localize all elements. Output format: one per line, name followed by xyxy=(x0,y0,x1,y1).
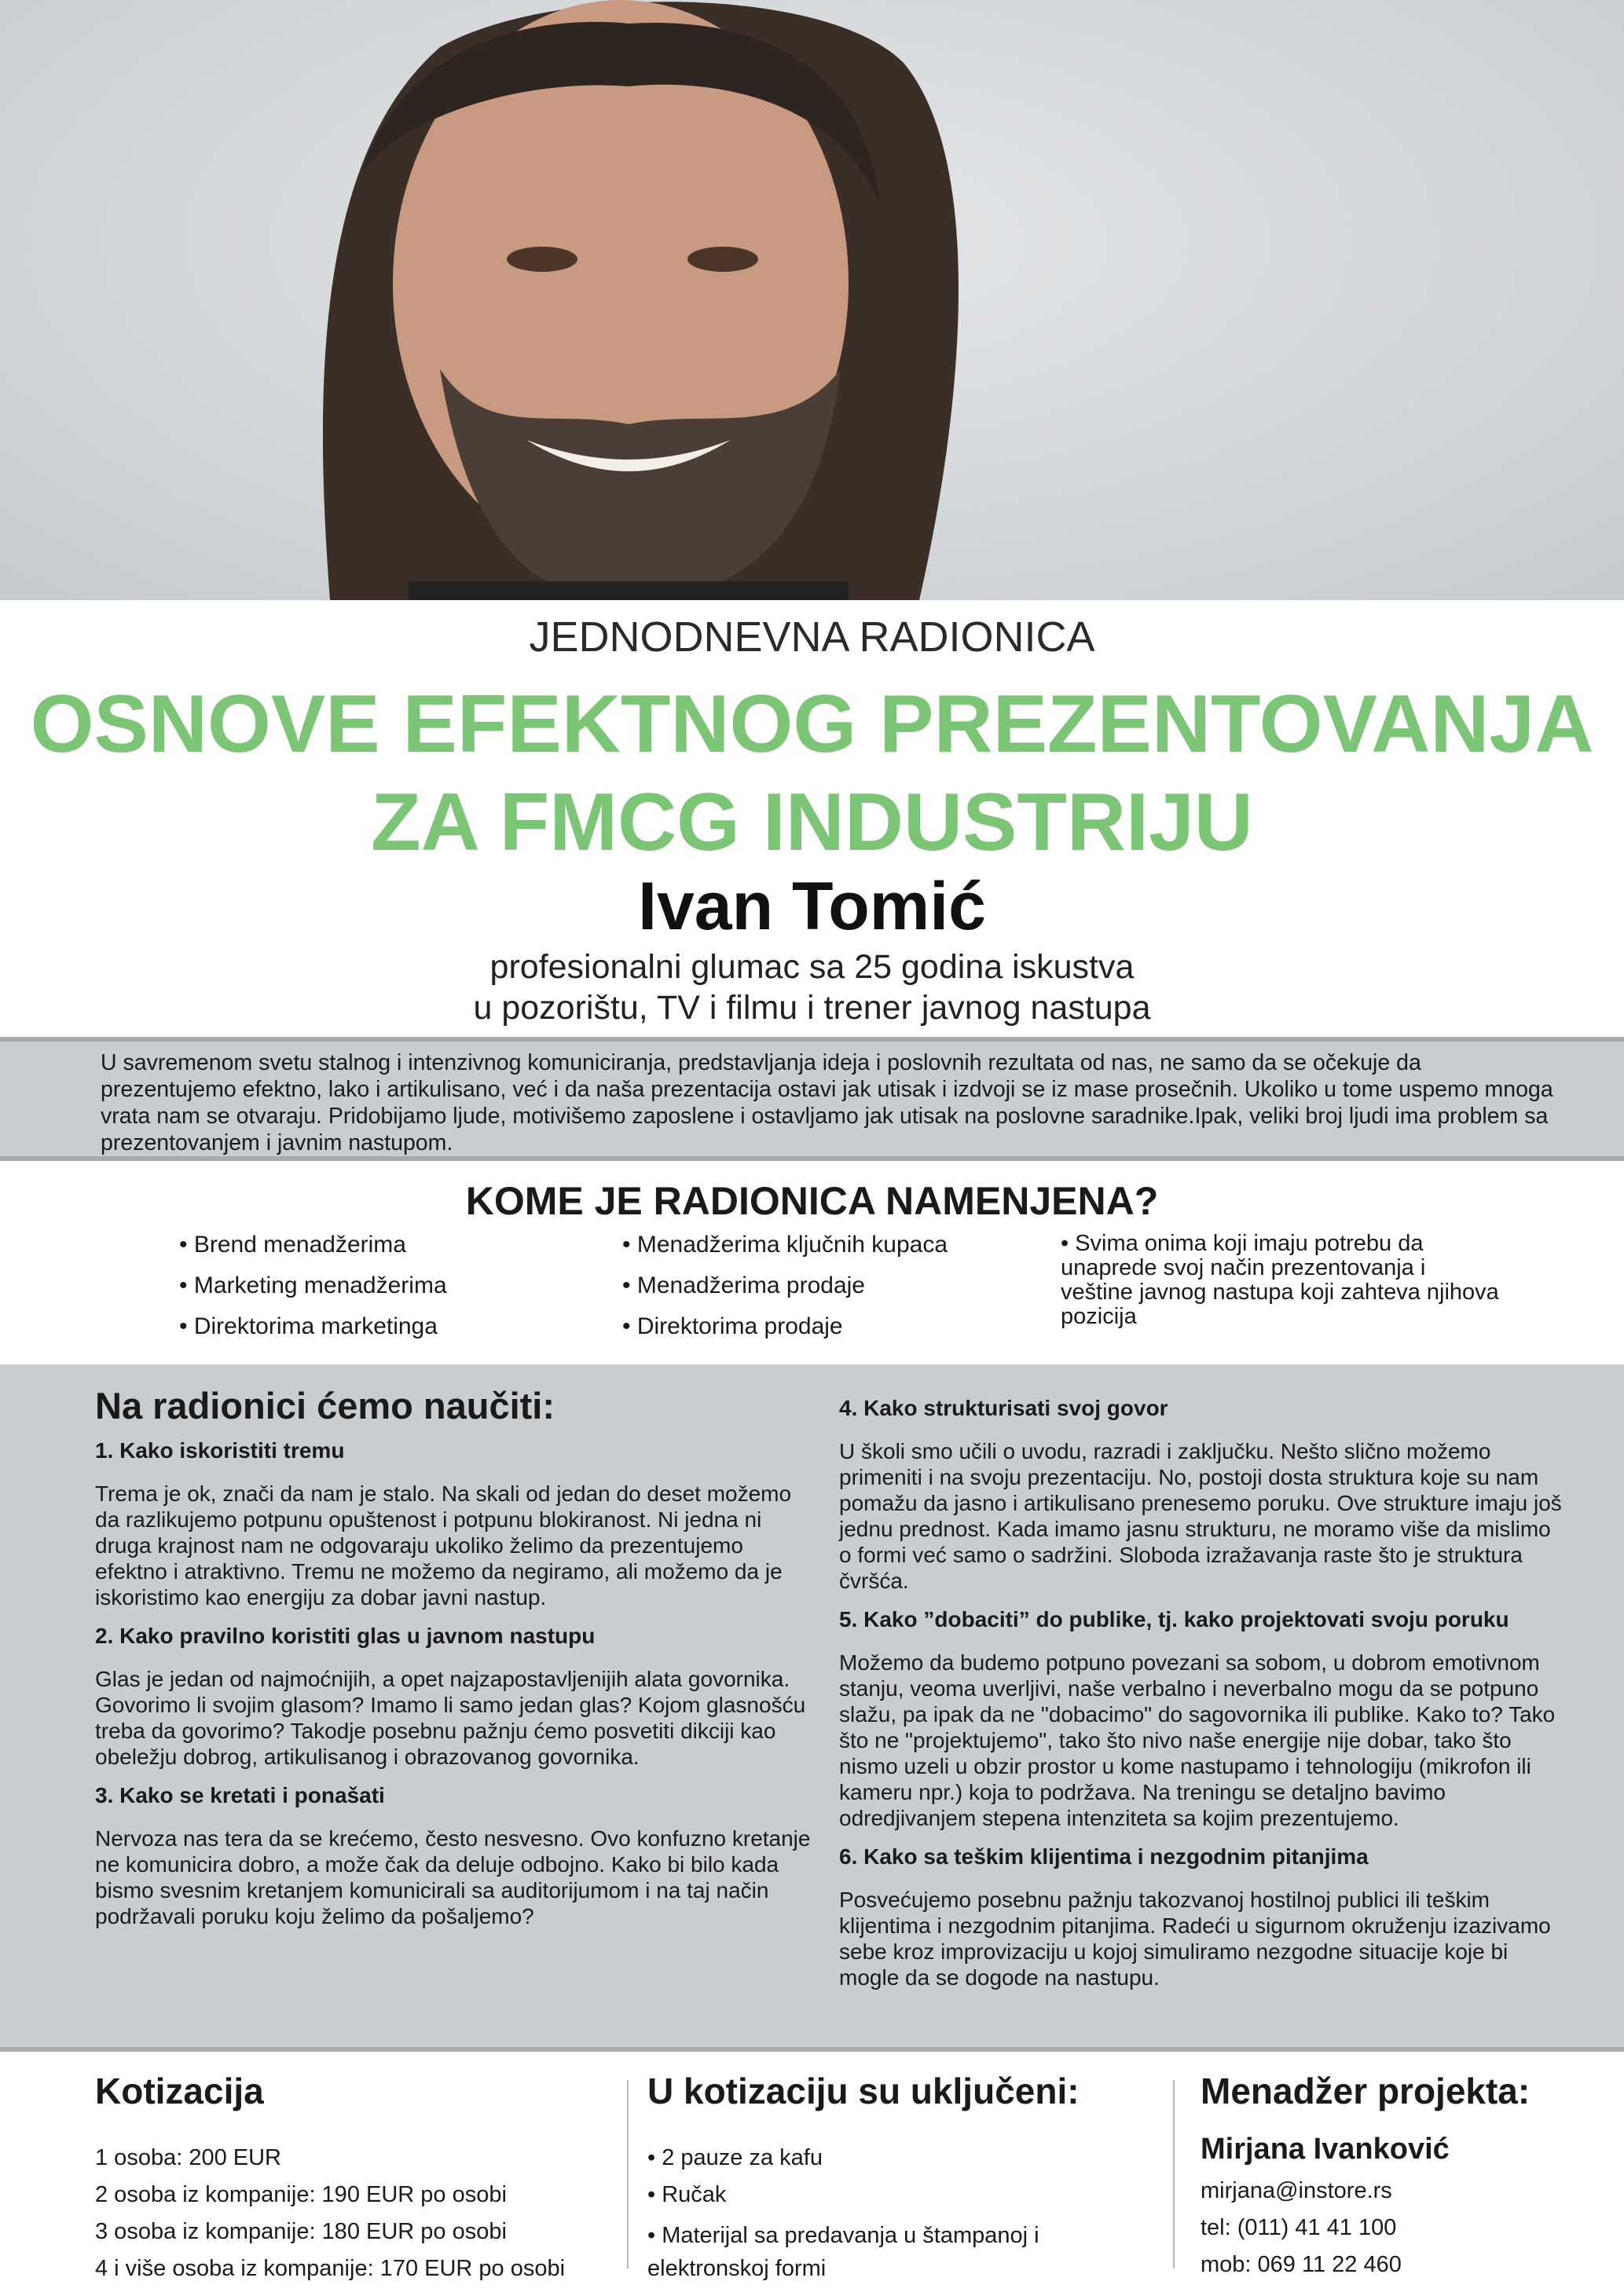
item-text: Možemo da budemo potpuno povezani sa sobom, u dobrom emotivnom stanju, veoma uverljivi, naše verbalno i neverbalno mogu da se potpuno slažu, pa ipak da ne "dobacimo" do sagovornika ili publike. Kako to? Tako što ne "projektujemo", tako što nivo naše energije nije dobar, tako što nismo uzeli u obzir prostor u kome nastupamo i tehnologiju (mikrofon ili kameru npr.) koja to podržava. Na treningu se detaljno bavimo odredjivanjem stepena intenziteta sa kojim prezentujemo. xyxy=(839,1650,1556,1830)
manager-email[interactable]: mirjana@instore.rs xyxy=(1201,2178,1392,2203)
list-item: • Brend menadžerima xyxy=(179,1232,406,1258)
item-text: Glas je jedan od najmoćnijih, a opet najzapostavljenijih alata govornika. Govorimo li svojim glasom? Imamo li samo jedan glas? Kojom glasnošću treba da govorimo? Takodje posebnu pažnju ćemo posvetiti dikciji kao obeležju dobrog, artikulisanog i obrazovanog govornika. xyxy=(95,1667,806,1769)
intro-text: U savremenom svetu stalnog i intenzivnog komuniciranja, predstavljanja ideja i poslovnih rezultata od nas, ne samo da se očekuje da prezentujemo efektno, lako i artikulisano, već i da naša prezentacija ostavi jak utisak i izdvoji se iz mase prosečnih. Ukoliko u tome uspemo mnoga vrata nam se otvaraju. Pridobijamo ljude, motivišemo zaposlene i ostavljamo jak utisak na poslovne saradnike.Ipak, veliki broj ljudi ima problem sa prezentovanjem i javnim nastupom. xyxy=(101,1050,1553,1155)
manager-section xyxy=(1201,2070,1530,2289)
audience-col-3: • Svima onima koji imaju potrebu da unaprede svoj način prezentovanja i veštine javnog nastupa koji zahteva njihova pozicija xyxy=(1061,1231,1499,1329)
learn-title: Na radionici ćemo naučiti: xyxy=(95,1385,555,1426)
item-text: Nervoza nas tera da se krećemo, često nesvesno. Ovo konfuzno kretanje ne komunicira dobro, a može čak da deluje odbojno. Kako bi bilo kada bismo svesnim kretanjem komunicirali sa auditorijumom i na taj način podržavali poruku koju želimo da pošaljemo? xyxy=(95,1826,811,1928)
included-section xyxy=(647,2070,1150,2285)
item-heading: 2. Kako pravilno koristiti glas u javnom nastupu xyxy=(95,1624,596,1648)
item-text: Trema je ok, znači da nam je stalo. Na skali od jedan do deset možemo da razlikujemo potpunu opuštenost i potpunu blokiranost. Ni jedna ni druga krajnost nam ne odgovaraju ukoliko želimo da prezentujemo efektno i atraktivno. Tremu ne možemo da negiramo, ali možemo da je iskoristimo kao energiju za dobar javni nastup. xyxy=(95,1481,792,1609)
divider xyxy=(627,2080,629,2269)
kicker: JEDNODNEVNA RADIONICA xyxy=(529,613,1095,661)
item-heading: 3. Kako se kretati i ponašati xyxy=(95,1783,385,1807)
speaker-subtitle xyxy=(0,947,1624,1028)
divider xyxy=(1173,2080,1175,2269)
item-heading: 5. Kako ”dobaciti” do publike, tj. kako projektovati svoju poruku xyxy=(839,1607,1509,1631)
learn-col-left xyxy=(95,1382,818,1942)
audience-col-2 xyxy=(622,1232,948,1354)
list-item: • Direktorima prodaje xyxy=(622,1313,843,1339)
list-item: • Menadžerima ključnih kupaca xyxy=(622,1232,948,1258)
item-heading: 1. Kako iskoristiti tremu xyxy=(95,1438,345,1463)
audience-col-1 xyxy=(179,1232,447,1354)
included-title: U kotizaciju su uključeni: xyxy=(647,2071,1080,2111)
included-item: • Materijal sa predavanja u štampanoj i elektronskoj formi xyxy=(647,2223,1039,2281)
item-heading: 4. Kako strukturisati svoj govor xyxy=(839,1396,1168,1420)
speaker-photo xyxy=(0,0,1624,600)
intro-band xyxy=(0,1037,1624,1161)
subtitle-line-1: profesionalni glumac sa 25 godina iskustva xyxy=(489,948,1135,986)
fee-item: 3 osoba iz kompanije: 180 EUR po osobi xyxy=(95,2219,507,2244)
list-item: • Marketing menadžerima xyxy=(179,1273,447,1298)
title-line-1: OSNOVE EFEKTNOG PREZENTOVANJA xyxy=(30,679,1594,770)
fee-item: 4 i više osoba iz kompanije: 170 EUR po osobi xyxy=(95,2256,566,2281)
title-line-2: ZA FMCG INDUSTRIJU xyxy=(371,777,1253,868)
list-item: • Menadžerima prodaje xyxy=(622,1273,865,1298)
item-text: U školi smo učili o uvodu, razradi i zaključku. Nešto slično možemo primeniti i na svoju prezentaciju. No, postoji dosta struktura koje su nam pomažu da jasno i artikulisano prenesemo poruku. Ove strukture imaju još jednu prednost. Kada imamo jasnu strukturu, ne moramo više da mislimo o formi već samo o sadržini. Sloboda izražavanja raste što je struktura čvršća. xyxy=(839,1439,1562,1593)
fee-item: 2 osoba iz kompanije: 190 EUR po osobi xyxy=(95,2182,507,2207)
list-item: • Direktorima marketinga xyxy=(179,1313,438,1339)
audience-title: KOME JE RADIONICA NAMENJENA? xyxy=(465,1179,1159,1223)
speaker-portrait xyxy=(0,0,1624,600)
fee-title: Kotizacija xyxy=(95,2071,264,2111)
manager-tel: tel: (011) 41 41 100 xyxy=(1201,2215,1397,2240)
item-heading: 6. Kako sa teškim klijentima i nezgodnim pitanjima xyxy=(839,1844,1369,1869)
manager-mob: mob: 069 11 22 460 xyxy=(1201,2252,1402,2277)
manager-name: Mirjana Ivanković xyxy=(1201,2133,1450,2166)
subtitle-line-2: u pozorištu, TV i filmu i trener javnog nastupa xyxy=(473,989,1151,1027)
item-text: Posvećujemo posebnu pažnju takozvanoj hostilnoj publici ili teškim klijentima i nezgodnim pitanjima. Radeći u sigurnom okruženju izazivamo sebe kroz improvizaciju u kojoj simuliramo nezgodne situacije koje bi mogle da se dogode na nastupu. xyxy=(839,1888,1551,1990)
included-item: • Ručak xyxy=(647,2182,727,2207)
included-item: • 2 pauze za kafu xyxy=(647,2145,823,2170)
fee-item: 1 osoba: 200 EUR xyxy=(95,2145,281,2170)
fee-section xyxy=(95,2070,565,2293)
speaker-name: Ivan Tomić xyxy=(638,869,986,944)
manager-title: Menadžer projekta: xyxy=(1201,2071,1531,2111)
learn-col-right xyxy=(839,1390,1562,2003)
